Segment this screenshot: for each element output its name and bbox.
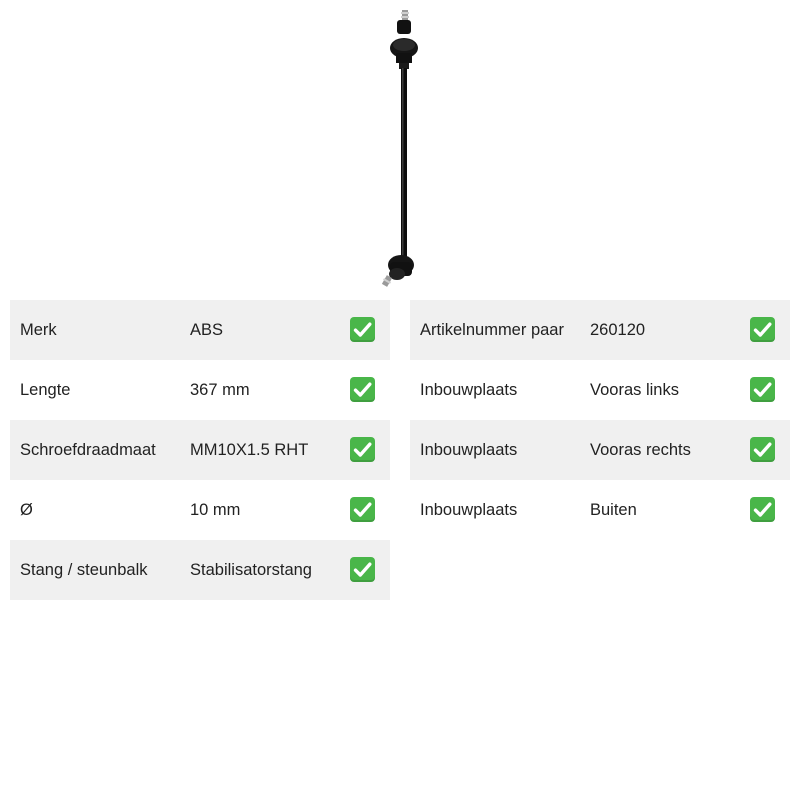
table-row <box>10 480 390 540</box>
spec-value: 367 mm <box>190 381 250 399</box>
check-icon <box>350 497 375 522</box>
spec-label: Inbouwplaats <box>420 441 518 459</box>
table-row <box>410 360 790 420</box>
spec-label: Stang / steunbalk <box>20 561 148 579</box>
check-icon <box>350 317 375 342</box>
table-row <box>410 480 790 540</box>
table-row <box>410 300 790 360</box>
spec-label: Artikelnummer paar <box>420 321 564 339</box>
specs-table-right <box>410 300 790 540</box>
spec-value: 10 mm <box>190 501 241 519</box>
table-row <box>10 300 390 360</box>
spec-value: Vooras rechts <box>590 441 691 459</box>
check-icon <box>750 317 775 342</box>
spec-value: ABS <box>190 321 224 339</box>
check-icon <box>350 377 375 402</box>
table-row <box>410 420 790 480</box>
check-icon <box>750 377 775 402</box>
table-row <box>10 420 390 480</box>
spec-label: Ø <box>20 501 33 519</box>
check-icon <box>350 557 375 582</box>
check-icon <box>750 437 775 462</box>
spec-label: Schroefdraadmaat <box>20 441 156 459</box>
specs-table-left <box>10 300 390 600</box>
spec-label: Merk <box>20 321 57 339</box>
spec-value: 260120 <box>590 321 646 339</box>
spec-value: MM10X1.5 RHT <box>190 441 309 459</box>
spec-label: Inbouwplaats <box>420 381 518 399</box>
stabilizer-link-image <box>370 8 430 290</box>
table-row <box>10 360 390 420</box>
spec-label: Inbouwplaats <box>420 501 518 519</box>
check-icon <box>750 497 775 522</box>
table-row <box>10 540 390 600</box>
spec-value: Buiten <box>590 501 637 519</box>
spec-label: Lengte <box>20 381 71 399</box>
spec-value: Vooras links <box>590 381 679 399</box>
spec-value: Stabilisatorstang <box>190 561 312 579</box>
check-icon <box>350 437 375 462</box>
